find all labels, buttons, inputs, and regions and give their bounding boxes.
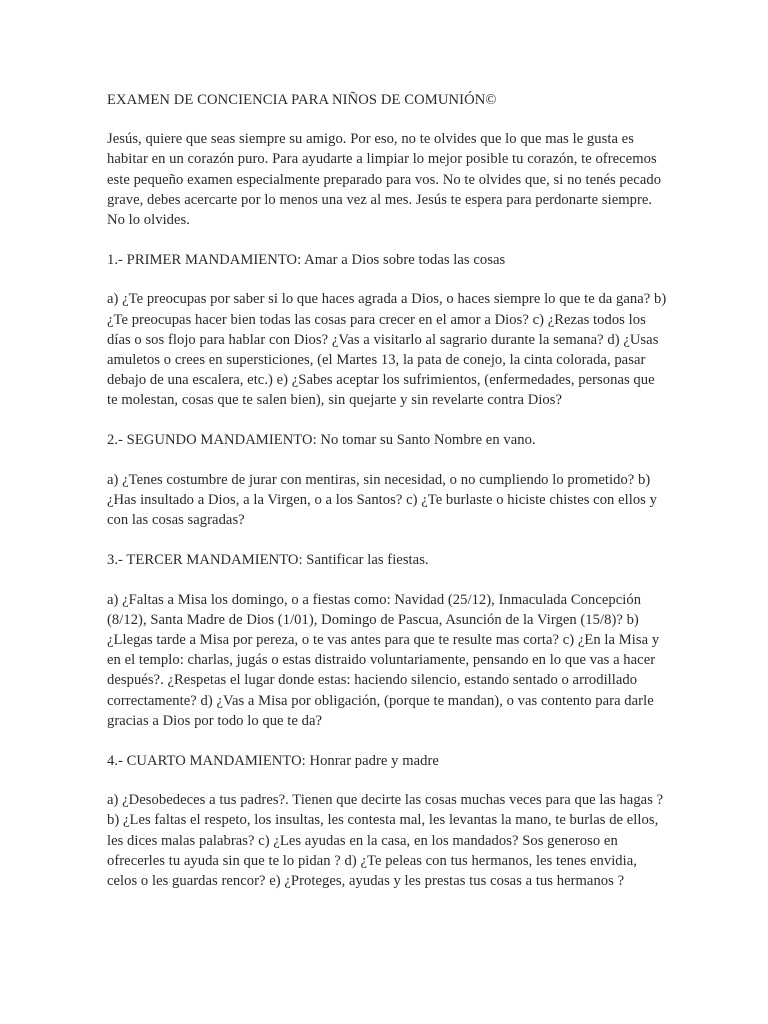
section-heading-4: 4.- CUARTO MANDAMIENTO: Honrar padre y madre — [107, 752, 439, 769]
section-heading-1: 1.- PRIMER MANDAMIENTO: Amar a Dios sobre todas las cosas — [107, 251, 506, 268]
document-page — [107, 90, 667, 911]
section-heading-2: 2.- SEGUNDO MANDAMIENTO: No tomar su Santo Nombre en vano. — [107, 432, 536, 449]
document-title: EXAMEN DE CONCIENCIA PARA NIÑOS DE COMUNIÓN© — [107, 92, 497, 108]
section-heading-3: 3.- TERCER MANDAMIENTO: Santificar las fiestas. — [107, 551, 429, 568]
section-body-3: a) ¿Faltas a Misa los domingo, o a fiestas como: Navidad (25/12), Inmaculada Concepción (8/12), Santa Madre de Dios (1/01), Domingo de Pascua, Asunción de la Virgen (15/8)? b) ¿Llegas tarde a Misa por pereza, o te vas antes para que te resulte mas corta? c) ¿En la Misa y en el templo: charlas, jugás o estas distraido voluntariamente, pensando en lo que vas a hacer después?. ¿Respetas el lugar donde estas: haciendo silencio, estando sentado o arrodillado correctamente? d) ¿Vas a Misa por obligación, (porque te mandan), o vas contento para darle gracias a Dios por todo lo que te da? — [107, 591, 660, 729]
intro-paragraph: Jesús, quiere que seas siempre su amigo. Por eso, no te olvides que lo que mas le gusta es habitar en un corazón puro. Para ayudarte a limpiar lo mejor posible tu corazón, te ofrecemos este pequeño examen especialmente preparado para vos. No te olvides que, si no tenés pecado grave, debes acercarte por lo menos una vez al mes. Jesús te espera para perdonarte siempre. No lo olvides. — [107, 131, 662, 229]
section-body-2: a) ¿Tenes costumbre de jurar con mentiras, sin necesidad, o no cumpliendo lo prometido? b) ¿Has insultado a Dios, a la Virgen, o a los Santos? c) ¿Te burlaste o hiciste chistes con ellos y con las cosas sagradas? — [107, 471, 657, 529]
section-body-1: a) ¿Te preocupas por saber si lo que haces agrada a Dios, o haces siempre lo que te da gana? b) ¿Te preocupas hacer bien todas las cosas para crecer en el amor a Dios? c) ¿Rezas todos los días o sos flojo para hablar con Dios? ¿Vas a visitarlo al sagrario durante la semana? d) ¿Usas amuletos o crees en supersticiones, (el Martes 13, la pata de conejo, la cinta colorada, pasar debajo de una escalera, etc.) e) ¿Sabes aceptar los sufrimientos, (enfermedades, personas que te molestan, cosas que te salen bien), sin quejarte y sin revelarte contra Dios? — [107, 291, 667, 409]
section-body-4: a) ¿Desobedeces a tus padres?. Tienen que decirte las cosas muchas veces para que las hagas ? b) ¿Les faltas el respeto, los insultas, les contesta mal, les levantas la mano, te burlas de ellos, les dices malas palabras? c) ¿Les ayudas en la casa, en los mandados? Sos generoso en ofrecerles tu ayuda sin que te lo pidan ? d) ¿Te peleas con tus hermanos, les tenes envidia, celos o les guardas rencor? e) ¿Proteges, ayudas y les prestas tus cosas a tus hermanos ? — [107, 792, 664, 890]
